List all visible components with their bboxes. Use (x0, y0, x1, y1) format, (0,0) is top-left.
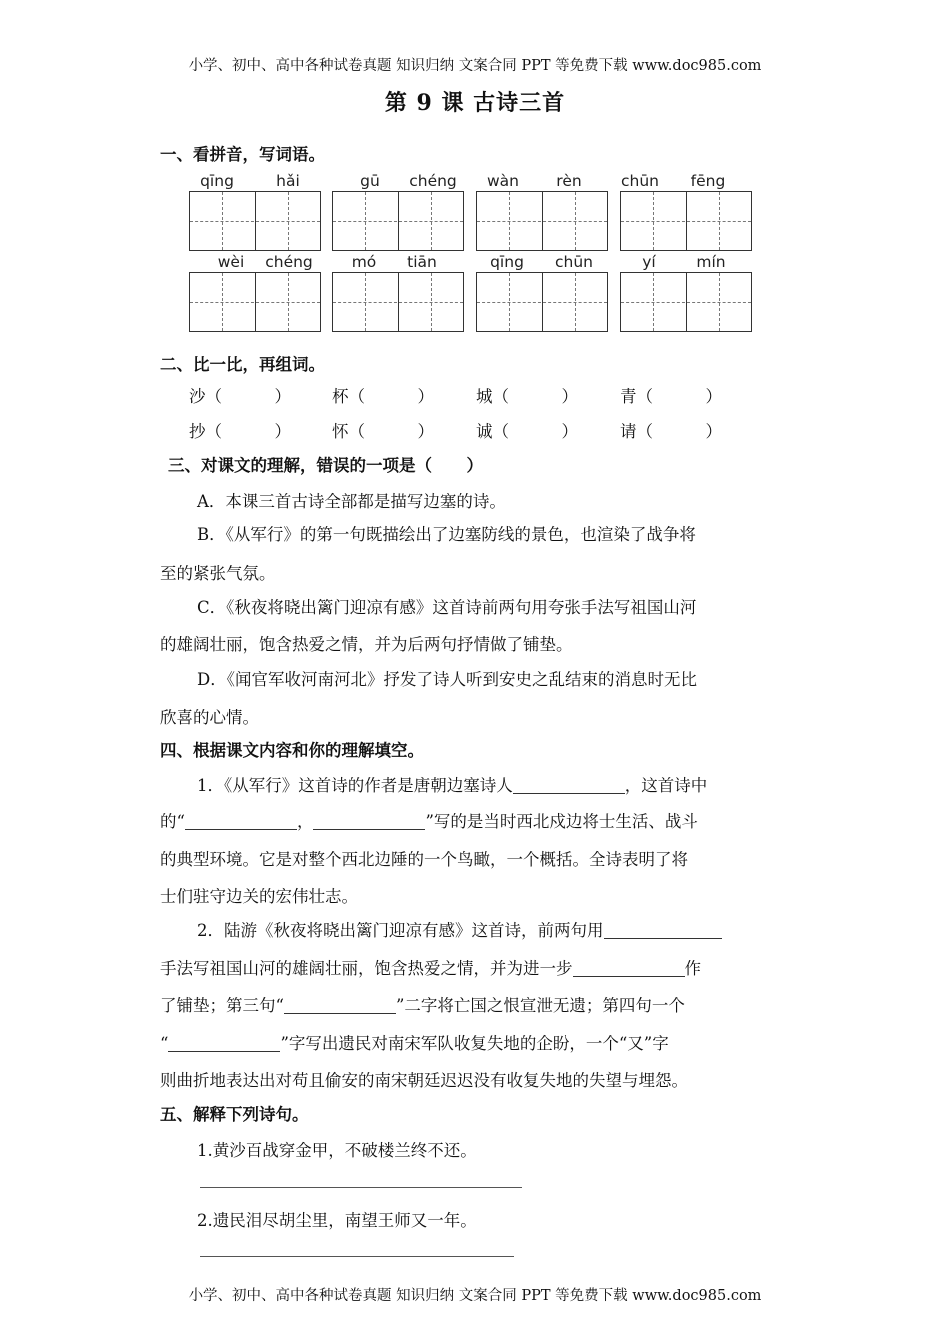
q4-1-line3: 的典型环境。它是对整个西北边陲的一个鸟瞰，一个概括。全诗表明了将 (160, 850, 688, 869)
pinyin: chūn (621, 172, 659, 190)
page-title: 第 9 课 古诗三首 (384, 90, 566, 116)
pinyin-row-2 (0, 253, 950, 273)
pinyin: hǎi (276, 172, 300, 190)
compare-item[interactable]: 城（ ） (476, 387, 578, 406)
section-4-heading: 四、根据课文内容和你的理解填空。 (160, 741, 424, 760)
tian-grid-box[interactable] (332, 272, 464, 332)
q4-1-line2: 的“ ， ”写的是当时西北戍边将士生活、战斗 (160, 812, 698, 831)
page-footer: 小学、初中、高中各种试卷真题 知识归纳 文案合同 PPT 等免费下载 www.doc985.com (188, 1288, 762, 1304)
q4-2-line4: “ ”字写出遗民对南宋军队收复失地的企盼，一个“又”字 (160, 1034, 669, 1053)
tian-grid-box[interactable] (620, 191, 752, 251)
fill-blank[interactable] (313, 813, 425, 831)
tian-grid-box[interactable] (332, 191, 464, 251)
option-c[interactable]: C．《秋夜将晓出篱门迎凉有感》这首诗前两句用夸张手法写祖国山河 (197, 598, 697, 617)
fill-blank[interactable] (513, 777, 625, 795)
q4-2-line5: 则曲折地表达出对苟且偷安的南宋朝廷迟迟没有收复失地的失望与埋怨。 (160, 1071, 688, 1090)
compare-item[interactable]: 青（ ） (620, 387, 722, 406)
compare-item[interactable]: 请（ ） (620, 422, 722, 441)
pinyin: qīng (200, 172, 234, 190)
option-b-cont: 至的紧张气氛。 (160, 564, 276, 583)
q4-2-line3: 了铺垫；第三句“ ”二字将亡国之恨宣泄无遗；第四句一个 (160, 996, 685, 1015)
pinyin: wàn (487, 172, 519, 190)
tian-grid-box[interactable] (189, 191, 321, 251)
compare-item[interactable]: 怀（ ） (332, 422, 434, 441)
option-d-cont: 欣喜的心情。 (160, 708, 259, 727)
q4-1-line4: 士们驻守边关的宏伟壮志。 (160, 887, 358, 906)
pinyin: wèi (217, 253, 245, 271)
q4-1-line1: 1．《从军行》这首诗的作者是唐朝边塞诗人 ，这首诗中 (197, 776, 708, 795)
fill-blank[interactable] (168, 1035, 280, 1053)
q4-2-line2: 手法写祖国山河的雄阔壮丽，饱含热爱之情，并为进一步 作 (160, 959, 701, 978)
option-c-cont: 的雄阔壮丽，饱含热爱之情，并为后两句抒情做了铺垫。 (160, 635, 573, 654)
tian-grid-box[interactable] (189, 272, 321, 332)
compare-item[interactable]: 抄（ ） (189, 422, 291, 441)
pinyin: qīng (490, 253, 524, 271)
section-5-heading: 五、解释下列诗句。 (160, 1105, 309, 1124)
tian-grid-box[interactable] (476, 272, 608, 332)
answer-line[interactable] (200, 1187, 522, 1188)
pinyin: yí (642, 253, 656, 271)
fill-blank[interactable] (284, 997, 396, 1015)
option-b[interactable]: B．《从军行》的第一句既描绘出了边塞防线的景色，也渲染了战争将 (197, 525, 696, 544)
q5-2: 2.遗民泪尽胡尘里，南望王师又一年。 (197, 1211, 477, 1230)
tian-grid-box[interactable] (620, 272, 752, 332)
tian-grid-box[interactable] (476, 191, 608, 251)
section-3-heading: 三、对课文的理解，错误的一项是（ ） (168, 456, 483, 475)
pinyin: chūn (555, 253, 593, 271)
option-d[interactable]: D．《闻官军收河南河北》抒发了诗人听到安史之乱结束的消息时无比 (197, 670, 697, 689)
pinyin: chéng (409, 172, 457, 190)
answer-line[interactable] (200, 1256, 514, 1257)
q5-1: 1.黄沙百战穿金甲，不破楼兰终不还。 (197, 1141, 477, 1160)
fill-blank[interactable] (573, 960, 685, 978)
pinyin: gū (360, 172, 380, 190)
pinyin-row-1 (0, 172, 950, 192)
pinyin: mín (696, 253, 726, 271)
pinyin: fēng (690, 172, 726, 190)
pinyin: rèn (556, 172, 582, 190)
pinyin: mó (351, 253, 377, 271)
compare-item[interactable]: 沙（ ） (189, 387, 291, 406)
compare-item[interactable]: 诚（ ） (476, 422, 578, 441)
q4-2-line1: 2．陆游《秋夜将晓出篱门迎凉有感》这首诗，前两句用 (197, 917, 722, 941)
compare-item[interactable]: 杯（ ） (332, 387, 434, 406)
page-header: 小学、初中、高中各种试卷真题 知识归纳 文案合同 PPT 等免费下载 www.doc985.com (188, 58, 762, 74)
fill-blank[interactable] (604, 922, 722, 940)
pinyin: tiān (407, 253, 437, 271)
pinyin: chéng (265, 253, 313, 271)
section-2-heading: 二、比一比，再组词。 (160, 355, 325, 374)
option-a[interactable]: A．本课三首古诗全部都是描写边塞的诗。 (197, 492, 506, 511)
section-1-heading: 一、看拼音，写词语。 (160, 145, 325, 164)
fill-blank[interactable] (185, 813, 297, 831)
